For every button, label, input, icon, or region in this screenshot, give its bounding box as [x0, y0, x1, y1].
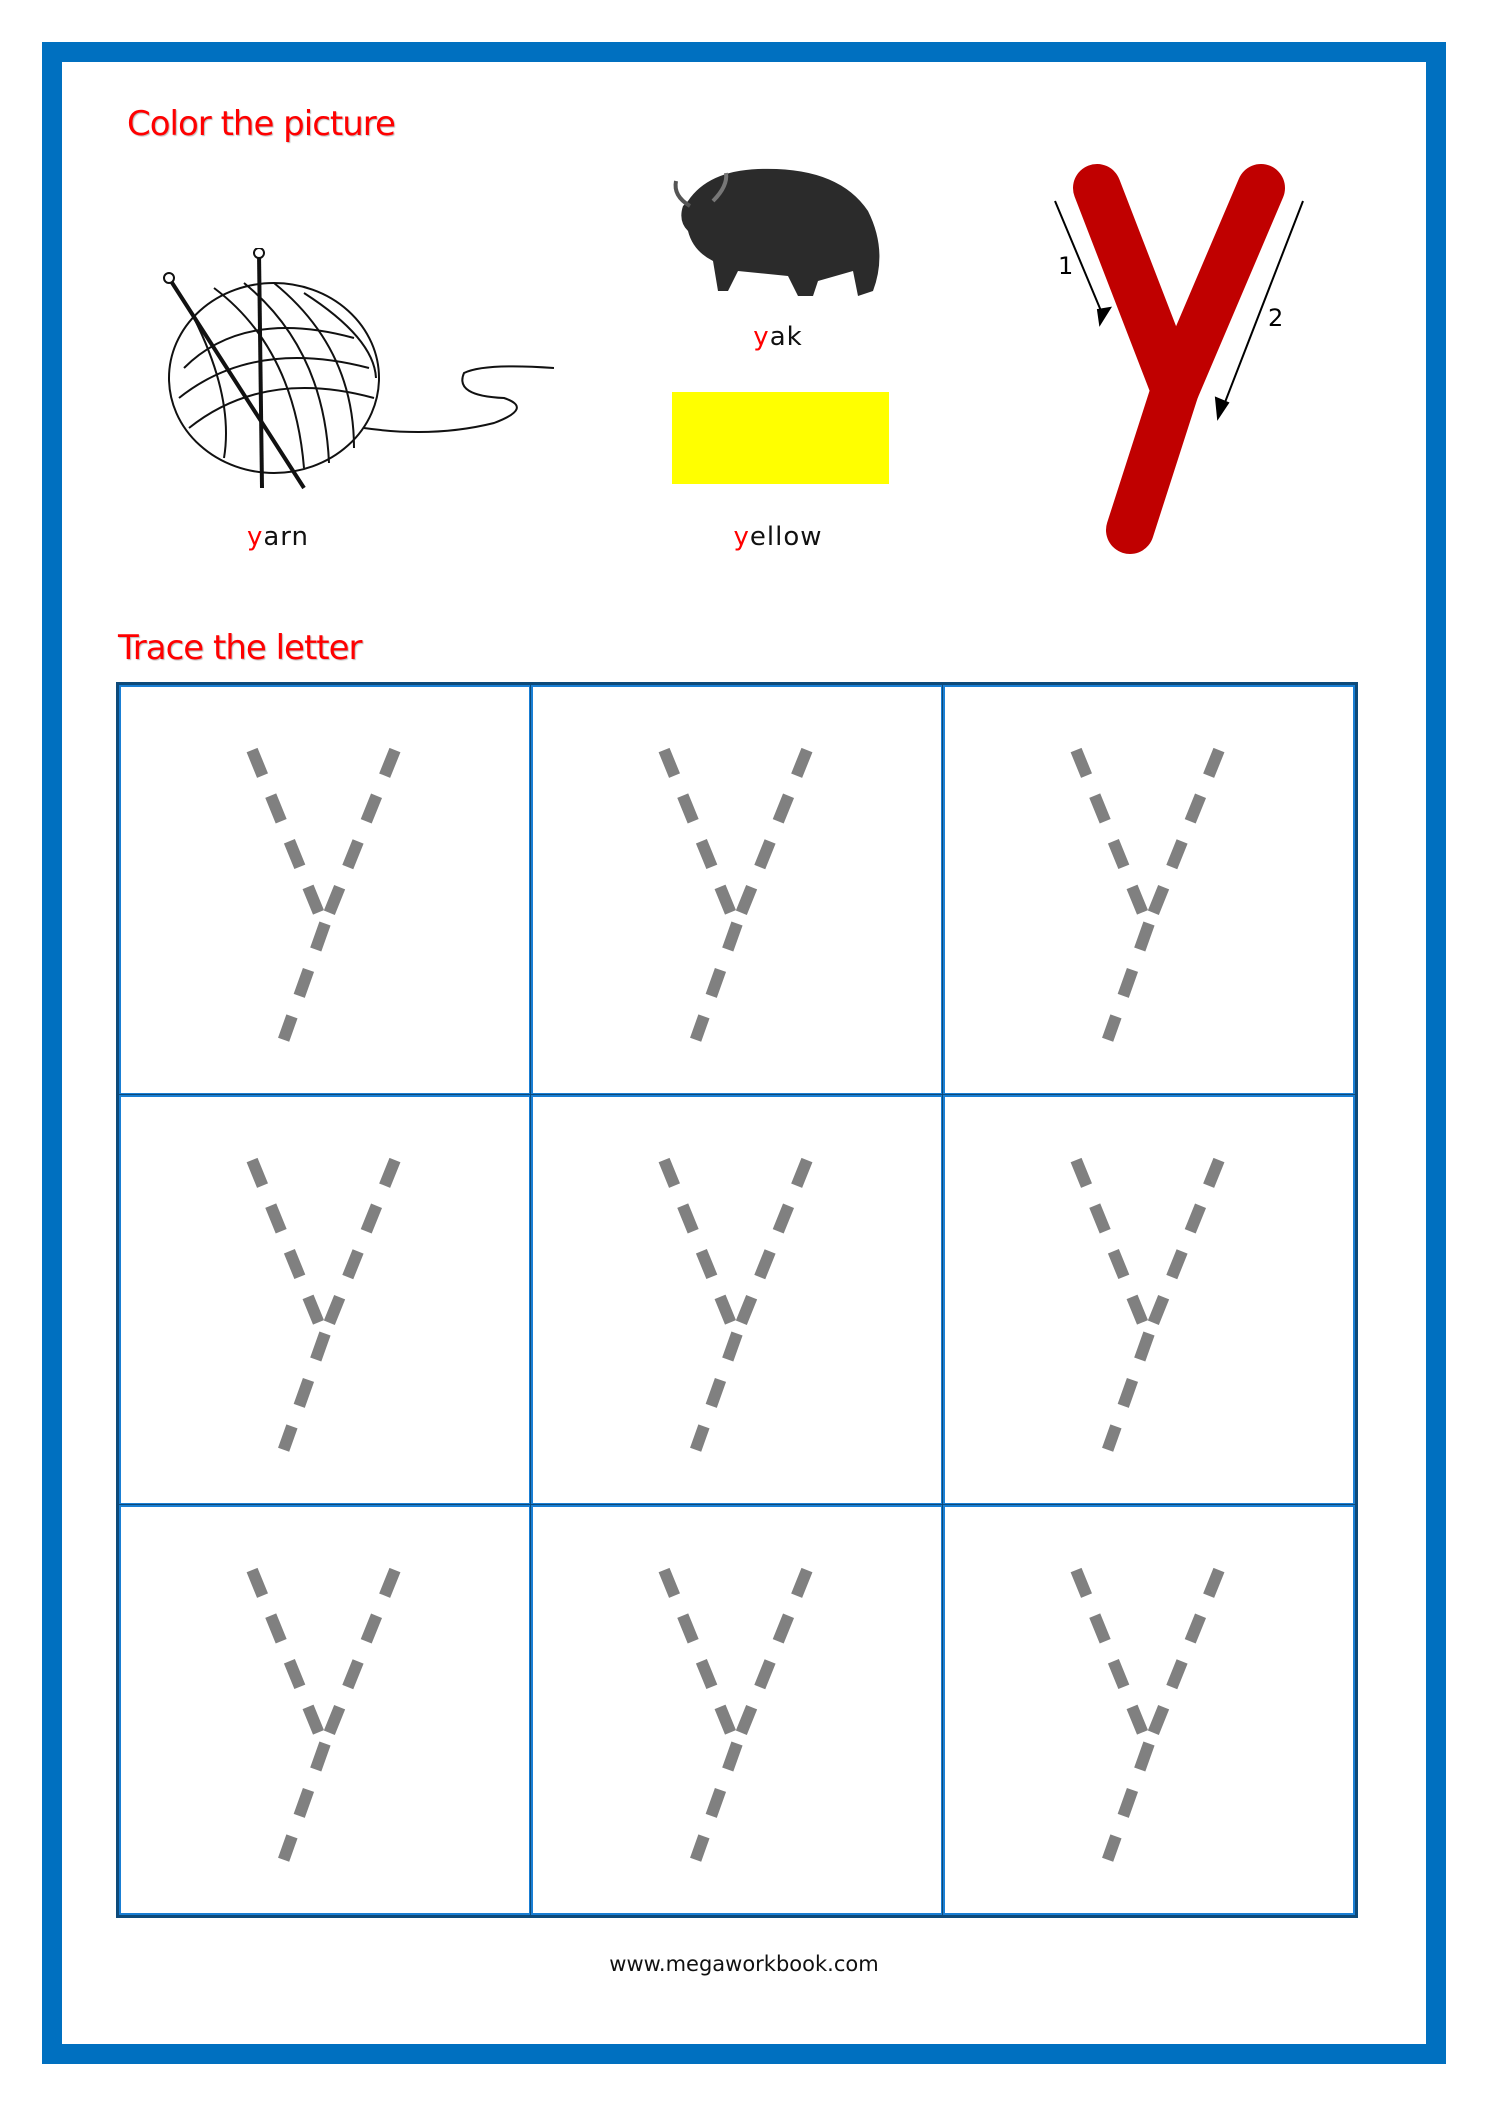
trace-cell[interactable] — [531, 1505, 943, 1915]
dotted-letter-y — [533, 1507, 941, 1913]
dotted-letter-y — [121, 687, 529, 1093]
color-the-picture-heading: Color the picture — [127, 104, 395, 144]
trace-cell[interactable] — [943, 1505, 1355, 1915]
dotted-letter-y — [533, 687, 941, 1093]
trace-cell[interactable] — [119, 685, 531, 1095]
dotted-letter-y — [945, 687, 1353, 1093]
dotted-letter-y — [121, 1507, 529, 1913]
yarn-label: yarn — [246, 522, 310, 552]
dotted-letter-y — [945, 1097, 1353, 1503]
letter-y-model — [1040, 160, 1330, 560]
trace-the-letter-heading: Trace the letter — [118, 628, 362, 668]
yarn-ball-picture — [154, 248, 554, 498]
stroke-2-number: 2 — [1268, 304, 1284, 332]
trace-cell[interactable] — [119, 1095, 531, 1505]
yellow-swatch — [672, 392, 889, 484]
tracing-grid — [116, 682, 1358, 1918]
trace-cell[interactable] — [531, 685, 943, 1095]
dotted-letter-y — [533, 1097, 941, 1503]
yellow-label: yellow — [733, 522, 823, 552]
yak-label: yak — [753, 322, 803, 352]
yak-picture — [668, 161, 888, 301]
dotted-letter-y — [121, 1097, 529, 1503]
dotted-letter-y — [945, 1507, 1353, 1913]
trace-cell[interactable] — [119, 1505, 531, 1915]
stroke-1-number: 1 — [1058, 252, 1074, 280]
trace-cell[interactable] — [531, 1095, 943, 1505]
trace-cell[interactable] — [943, 685, 1355, 1095]
website-footer: www.megaworkbook.com — [609, 1952, 879, 1976]
trace-cell[interactable] — [943, 1095, 1355, 1505]
